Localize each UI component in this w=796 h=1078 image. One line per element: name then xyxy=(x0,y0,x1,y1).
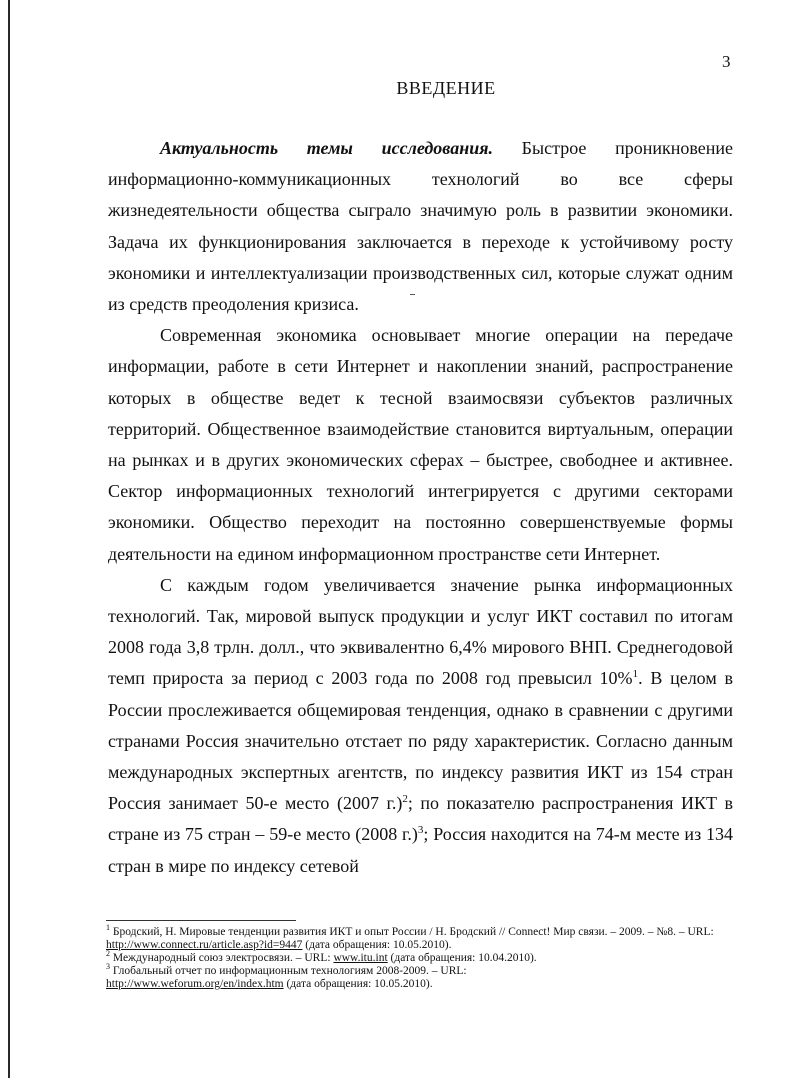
footnote-3 xyxy=(106,962,726,991)
paragraph-1-text: Быстрое проникновение информационно-коммуникационных технологий во все сферы жизнедеятельности общества сыграло значимую роль в развитии экономики. Задача их функционирования заключается в переходе к устойчивому росту экономики и интеллектуализации производственных сил, которые служат одним из средств преодоления кризиса. xyxy=(108,138,733,315)
footnote-divider xyxy=(106,920,296,921)
paragraph-lead: Актуальность темы исследования. xyxy=(160,138,493,158)
page-number: 3 xyxy=(722,52,731,71)
paragraph-1 xyxy=(108,133,733,320)
footnote-link[interactable]: www.itu.int xyxy=(333,952,388,964)
footnote-ref-3[interactable]: 3 xyxy=(417,824,424,837)
paragraph-2: Современная экономика основывает многие операции на передаче информации, работе в сети Интернет и накоплении знаний, распространение которых в обществе ведет к тесной взаимосвязи субъектов различных территорий. Общественное взаимодействие становится виртуальным, операции на рынках и в других экономических сферах – быстрее, свободнее и активнее. Сектор информационных технологий интегрируется с другими секторами экономики. Общество переходит на постоянно совершенствуемые формы деятельности на едином информационном пространстве сети Интернет. xyxy=(108,325,733,564)
footnote-ref-1[interactable]: 1 xyxy=(632,668,639,681)
footnote-number: 3 xyxy=(106,962,110,972)
footnote-tail: (дата обращения: 10.05.2010). xyxy=(283,978,433,990)
paragraph-3-part-d: ; Россия находится на 74-м месте из 134 стран в мире по индексу сетевой xyxy=(108,824,733,876)
footnote-number: 2 xyxy=(106,949,110,959)
footnote-text: Бродский, Н. Мировые тенденции развития ИКТ и опыт России / Н. Бродский // Connect! Мир связи. – 2009. – №8. – URL: xyxy=(110,926,714,938)
paragraph-3-part-a: С каждым годом увеличивается значение рынка информационных технологий. Так, мировой выпуск продукции и услуг ИКТ составил по итогам 2008 года 3,8 трлн. долл., что эквивалентно 6,4% мирового ВНП. Среднегодовой темп прироста за период с 2003 года по 2008 год превысил 10% xyxy=(108,574,733,689)
footnote-link[interactable]: http://www.weforum.org/en/index.htm xyxy=(106,978,284,990)
footnote-text: Глобальный отчет по информационным технологиям 2008-2009. – URL: xyxy=(110,965,467,977)
footnote-number: 1 xyxy=(106,923,110,933)
footnotes xyxy=(106,923,726,991)
paragraph-3-part-b: . В целом в России прослеживается общемировая тенденция, однако в сравнении с другими странами Россия значительно отстает по ряду характеристик. Согласно данным международных экспертных агентств, по индексу развития ИКТ из 154 стран Россия занимает 50-е место (2007 г.) xyxy=(108,668,733,814)
scan-left-edge xyxy=(8,0,10,1078)
footnote-link[interactable]: http://www.connect.ru/article.asp?id=9447 xyxy=(106,939,303,951)
footnote-2 xyxy=(106,949,726,965)
paragraph-3 xyxy=(108,570,733,882)
footnote-text: Международный союз электросвязи. – URL: xyxy=(110,952,334,964)
footnote-tail: (дата обращения: 10.05.2010). xyxy=(302,939,452,951)
body-text xyxy=(108,133,733,882)
footnote-ref-2[interactable]: 2 xyxy=(402,793,408,806)
footnote-1 xyxy=(106,923,726,952)
footnote-tail: (дата обращения: 10.04.2010). xyxy=(387,952,537,964)
paragraph-3-part-c: ; по показателю распространения ИКТ в стране из 75 стран – 59-е место (2008 г.) xyxy=(108,793,734,845)
page-title: ВВЕДЕНИЕ xyxy=(396,78,496,98)
